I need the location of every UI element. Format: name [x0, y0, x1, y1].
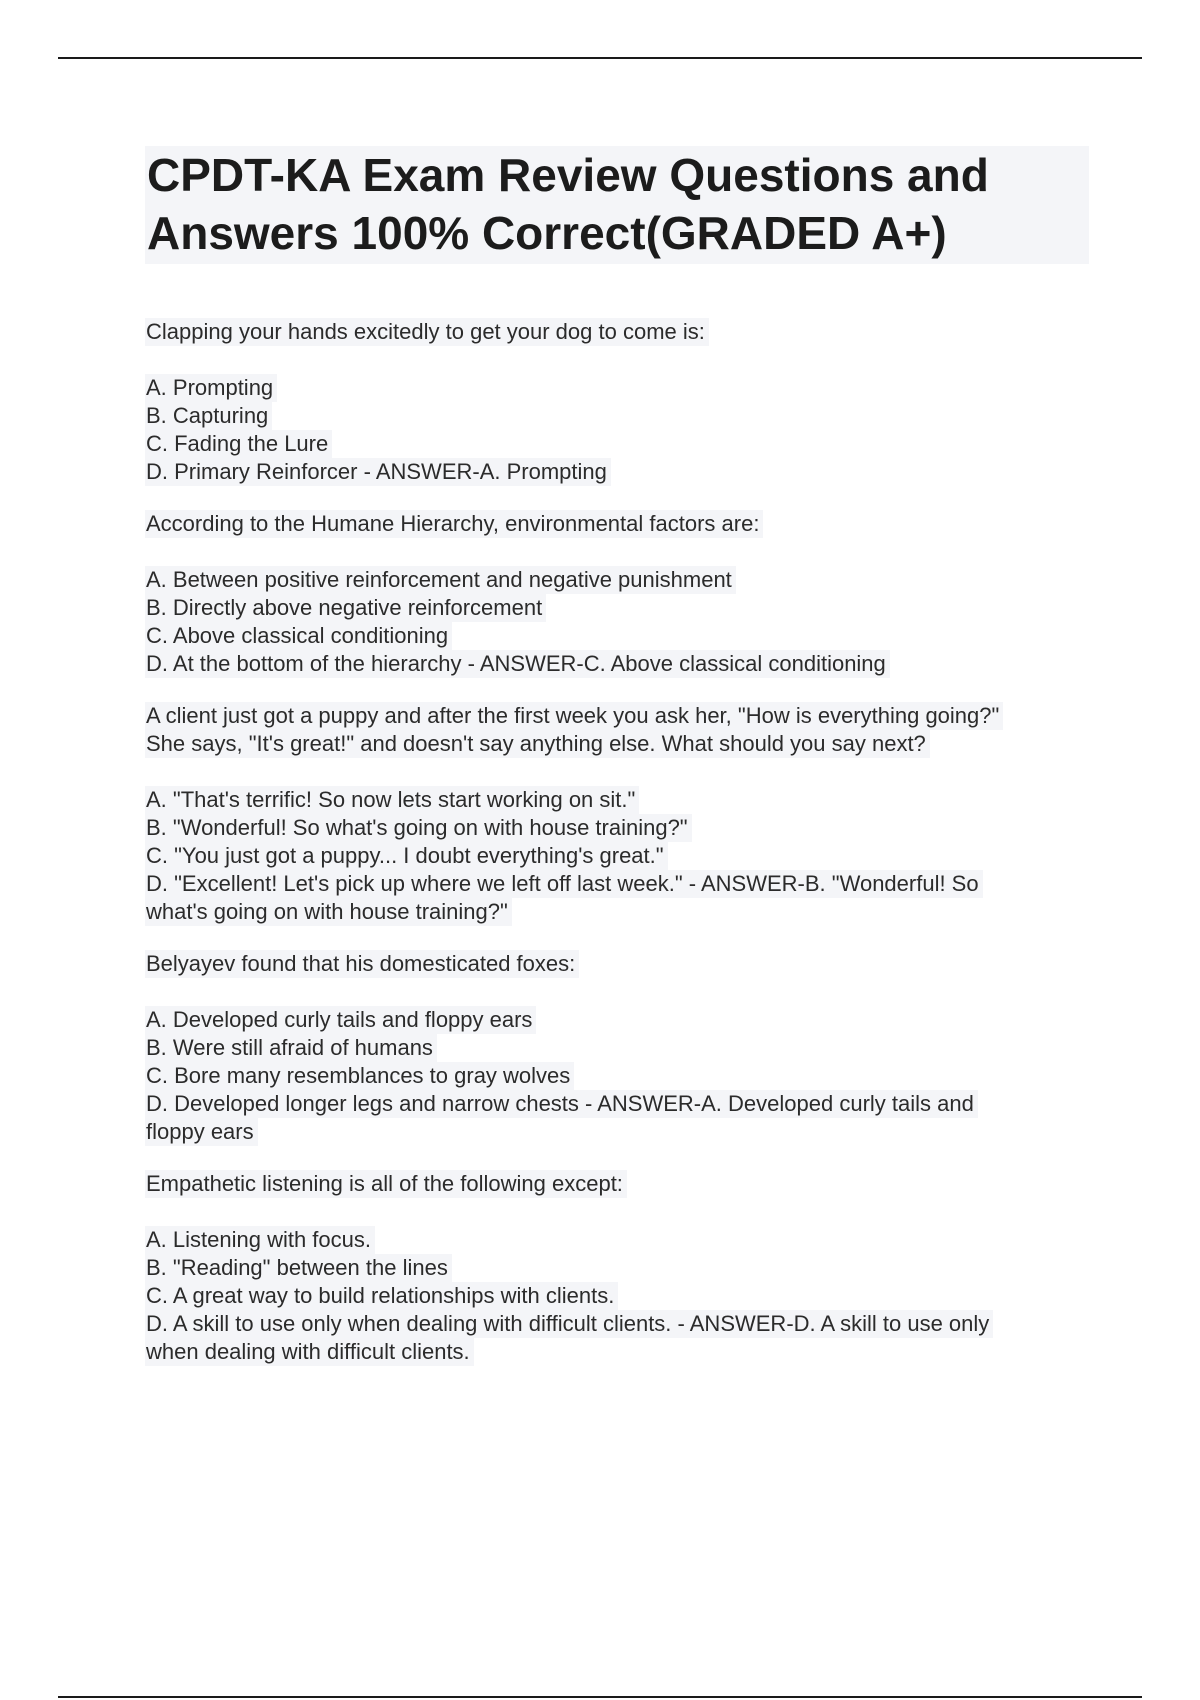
question-block	[145, 702, 1089, 926]
answer-options	[145, 786, 1089, 926]
answer-option: C. Fading the Lure	[145, 430, 332, 458]
question-text: Clapping your hands excitedly to get your dog to come is:	[145, 318, 709, 346]
top-rule	[58, 57, 1142, 59]
answer-option: B. "Reading" between the lines	[145, 1254, 452, 1282]
answer-option: A. Listening with focus.	[145, 1226, 375, 1254]
answer-option: A. Developed curly tails and floppy ears	[145, 1006, 536, 1034]
answer-option: C. Bore many resemblances to gray wolves	[145, 1062, 574, 1090]
answer-option: C. "You just got a puppy... I doubt everything's great."	[145, 842, 668, 870]
answer-options	[145, 566, 1089, 678]
question-text-line: A client just got a puppy and after the first week you ask her, "How is everything going?"	[145, 702, 1003, 730]
answer-option-continuation: floppy ears	[145, 1118, 258, 1146]
question-text: According to the Humane Hierarchy, environmental factors are:	[145, 510, 763, 538]
answer-options	[145, 374, 1089, 486]
bottom-rule	[58, 1696, 1142, 1698]
answer-option-with-key: D. A skill to use only when dealing with difficult clients. - ANSWER-D. A skill to use only	[145, 1310, 993, 1338]
answer-option: B. "Wonderful! So what's going on with house training?"	[145, 814, 692, 842]
question-text: Belyayev found that his domesticated foxes:	[145, 950, 579, 978]
answer-option: A. Between positive reinforcement and negative punishment	[145, 566, 736, 594]
page-content	[145, 146, 1089, 1366]
answer-option-continuation: when dealing with difficult clients.	[145, 1338, 474, 1366]
question-block	[145, 1170, 1089, 1366]
answer-option: B. Directly above negative reinforcement	[145, 594, 546, 622]
answer-option-with-key: D. At the bottom of the hierarchy - ANSWER-C. Above classical conditioning	[145, 650, 890, 678]
question-text-line: She says, "It's great!" and doesn't say anything else. What should you say next?	[145, 730, 930, 758]
question-block	[145, 510, 1089, 678]
document-title: CPDT-KA Exam Review Questions and Answers 100% Correct(GRADED A+)	[145, 146, 1089, 264]
answer-option-with-key: D. "Excellent! Let's pick up where we left off last week." - ANSWER-B. "Wonderful! So	[145, 870, 983, 898]
answer-option-with-key: D. Developed longer legs and narrow chests - ANSWER-A. Developed curly tails and	[145, 1090, 978, 1118]
answer-option: C. A great way to build relationships with clients.	[145, 1282, 618, 1310]
question-text: Empathetic listening is all of the following except:	[145, 1170, 627, 1198]
answer-option: A. "That's terrific! So now lets start working on sit."	[145, 786, 639, 814]
answer-options	[145, 1226, 1089, 1366]
question-block	[145, 318, 1089, 486]
answer-option: B. Capturing	[145, 402, 272, 430]
answer-option: B. Were still afraid of humans	[145, 1034, 437, 1062]
answer-option-with-key: D. Primary Reinforcer - ANSWER-A. Prompting	[145, 458, 611, 486]
answer-options	[145, 1006, 1089, 1146]
answer-option-continuation: what's going on with house training?"	[145, 898, 512, 926]
answer-option: A. Prompting	[145, 374, 277, 402]
question-block	[145, 950, 1089, 1146]
answer-option: C. Above classical conditioning	[145, 622, 452, 650]
